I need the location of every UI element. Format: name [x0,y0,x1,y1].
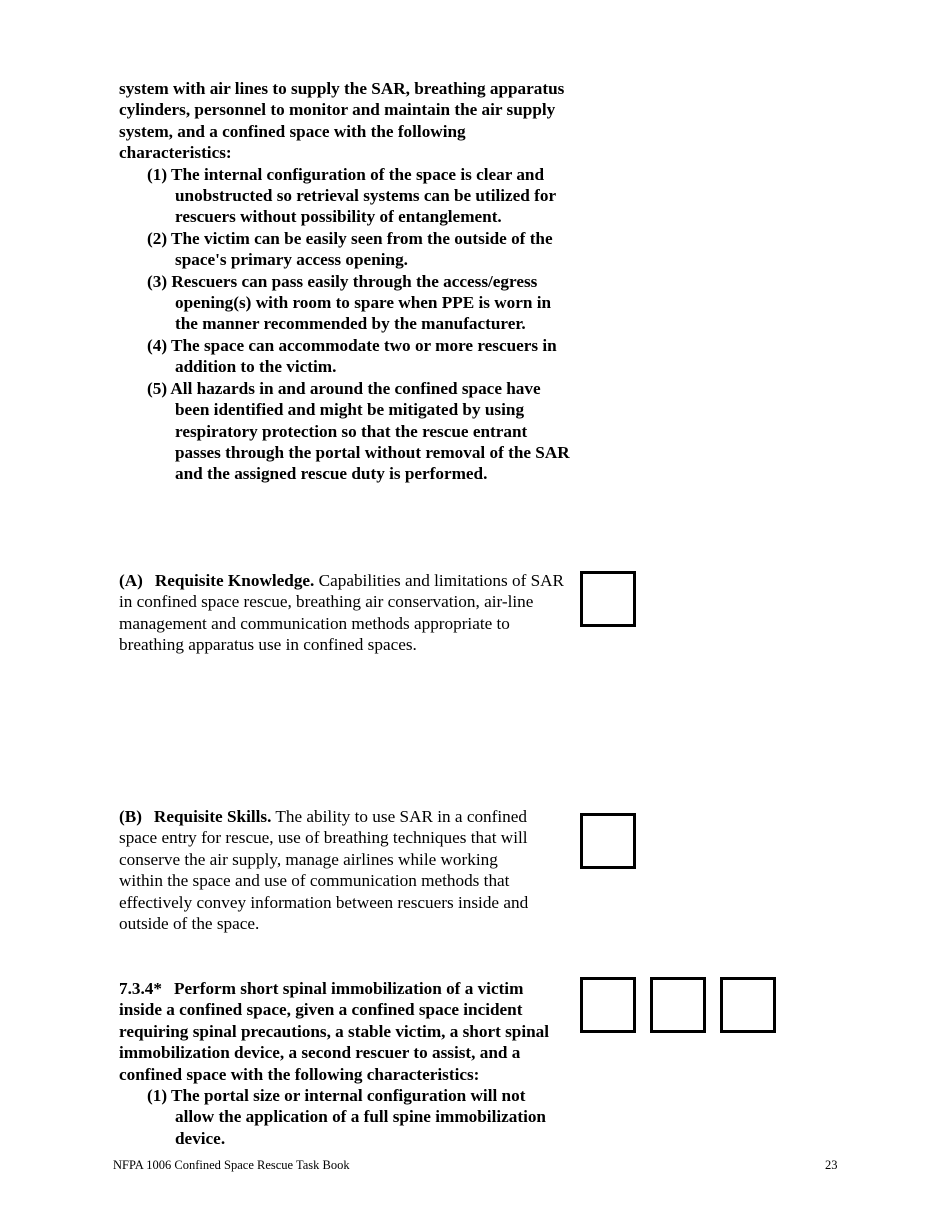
section-b [119,806,539,934]
section-number: 7.3.4* [119,979,162,998]
list-item: (3) Rescuers can pass easily through the access/egress opening(s) with room to spare when PPE is worn in the manner recommended by the manufacturer. [147,271,552,334]
section-7-3-4 [119,978,567,1149]
section-7-3-4-text [119,978,567,1085]
signoff-checkbox-3[interactable] [720,977,776,1033]
section-a-heading: Requisite Knowledge. [154,571,315,590]
section-text: Perform short spinal immobilization of a victim inside a confined space, given a confined space incident requiring spinal precautions, a stable victim, a short spinal immobilization device, a second rescuer to assist, and a confined space with the following characteristics: [119,979,550,1084]
list-item: (1) The internal configuration of the space is clear and unobstructed so retrieval systems can be utilized for rescuers without possibility of entanglement. [147,164,556,227]
section-a-text [119,570,569,656]
page-number: 23 [825,1158,838,1172]
section-a-label: (A) [119,571,143,590]
section-b-text [119,806,539,934]
list-item: (5) All hazards in and around the confined space have been identified and might be mitigated by using respiratory protection so that the rescue entrant passes through the portal without removal of the SAR and the assigned rescue duty is performed. [147,378,570,484]
signoff-checkbox-b[interactable] [580,813,636,869]
section-a-body: Capabilities and limitations of SAR in confined space rescue, breathing air conservation, air-line management and communication methods appropriate to breathing apparatus use in confined spaces. [119,571,565,655]
intro-block [119,78,574,485]
list-item: (2) The victim can be easily seen from the outside of the space's primary access opening. [147,228,553,270]
section-b-body: The ability to use SAR in a confined space entry for rescue, use of breathing techniques that will conserve the air supply, manage airlines while working within the space and use of communication methods that effectively convey information between rescuers inside and outside of the space. [119,807,529,934]
intro-paragraph: system with air lines to supply the SAR, breathing apparatus cylinders, personnel to monitor and maintain the air supply system, and a confined space with the following characteristics: [119,79,565,163]
section-a [119,570,569,656]
section-b-heading: Requisite Skills. [153,807,272,826]
signoff-checkbox-a[interactable] [580,571,636,627]
signoff-checkbox-2[interactable] [650,977,706,1033]
intro-list [119,164,574,485]
list-item: (1) The portal size or internal configuration will not allow the application of a full spine immobilization device. [147,1086,546,1148]
section-b-label: (B) [119,807,142,826]
footer-title: NFPA 1006 Confined Space Rescue Task Book [113,1158,350,1172]
section-7-3-4-list [119,1085,567,1149]
list-item: (4) The space can accommodate two or more rescuers in addition to the victim. [147,335,557,377]
signoff-checkbox-1[interactable] [580,977,636,1033]
